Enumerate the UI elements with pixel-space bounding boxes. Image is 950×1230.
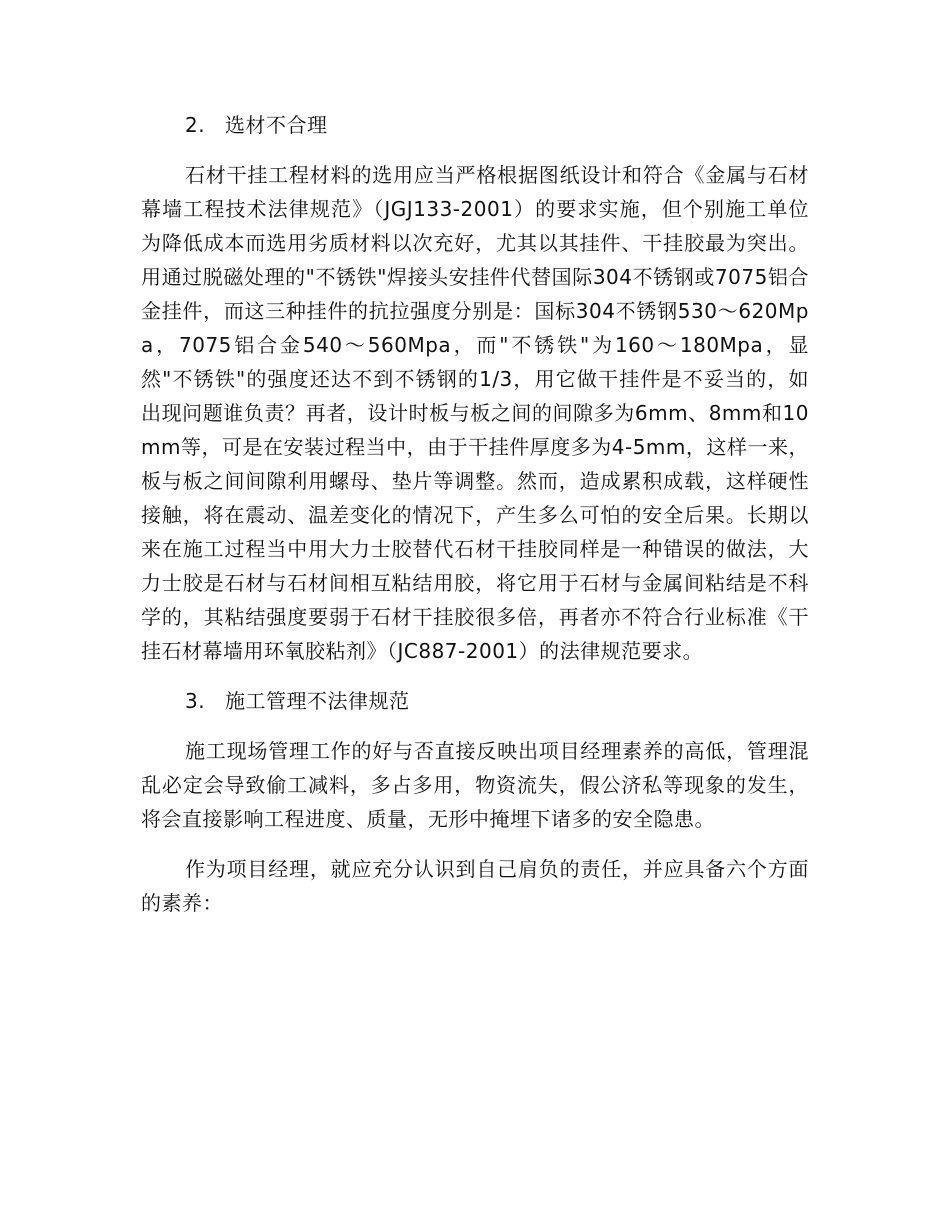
- heading-title: 选材不合理: [225, 113, 328, 137]
- document-page: [141, 108, 809, 936]
- section-3: [141, 684, 809, 920]
- paragraph: 作为项目经理，就应充分认识到自己肩负的责任，并应具备六个方面的素养：: [141, 857, 809, 915]
- heading-title: 施工管理不法律规范: [225, 689, 410, 713]
- paragraph: 施工现场管理工作的好与否直接反映出项目经理素养的高低，管理混乱必定会导致偷工减料，多占多用，物资流失，假公济私等现象的发生，将会直接影响工程进度、质量，无形中掩埋下诸多的安全隐患。: [141, 739, 809, 831]
- section-heading: [141, 684, 809, 718]
- heading-number: 3.: [185, 689, 206, 713]
- heading-number: 2.: [185, 113, 206, 137]
- section-heading: [141, 108, 809, 142]
- section-2: [141, 108, 809, 668]
- paragraph: 石材干挂工程材料的选用应当严格根据图纸设计和符合《金属与石材幕墙工程技术法律规范》（JGJ133-2001）的要求实施，但个别施工单位为降低成本而选用劣质材料以次充好，尤其以其挂件、干挂胶最为突出。用通过脱磁处理的"不锈铁"焊接头安挂件代替国际304不锈钢或7075铝合金挂件，而这三种挂件的抗拉强度分别是：国标304不锈钢530～620Mpa，7075铝合金540～560Mpa，而"不锈铁"为160～180Mpa，显然"不锈铁"的强度还达不到不锈钢的1/3，用它做干挂件是不妥当的，如出现问题谁负责？再者，设计时板与板之间的间隙多为6mm、8mm和10mm等，可是在安装过程当中，由于干挂件厚度多为4-5mm，这样一来，板与板之间间隙利用螺母、垫片等调整。然而，造成累积成载，这样硬性接触，将在震动、温差变化的情况下，产生多么可怕的安全后果。长期以来在施工过程当中用大力士胶替代石材干挂胶同样是一种错误的做法，大力士胶是石材与石材间相互粘结用胶，将它用于石材与金属间粘结是不科学的，其粘结强度要弱于石材干挂胶很多倍，再者亦不符合行业标准《干挂石材幕墙用环氧胶粘剂》（JC887-2001）的法律规范要求。: [141, 163, 809, 663]
